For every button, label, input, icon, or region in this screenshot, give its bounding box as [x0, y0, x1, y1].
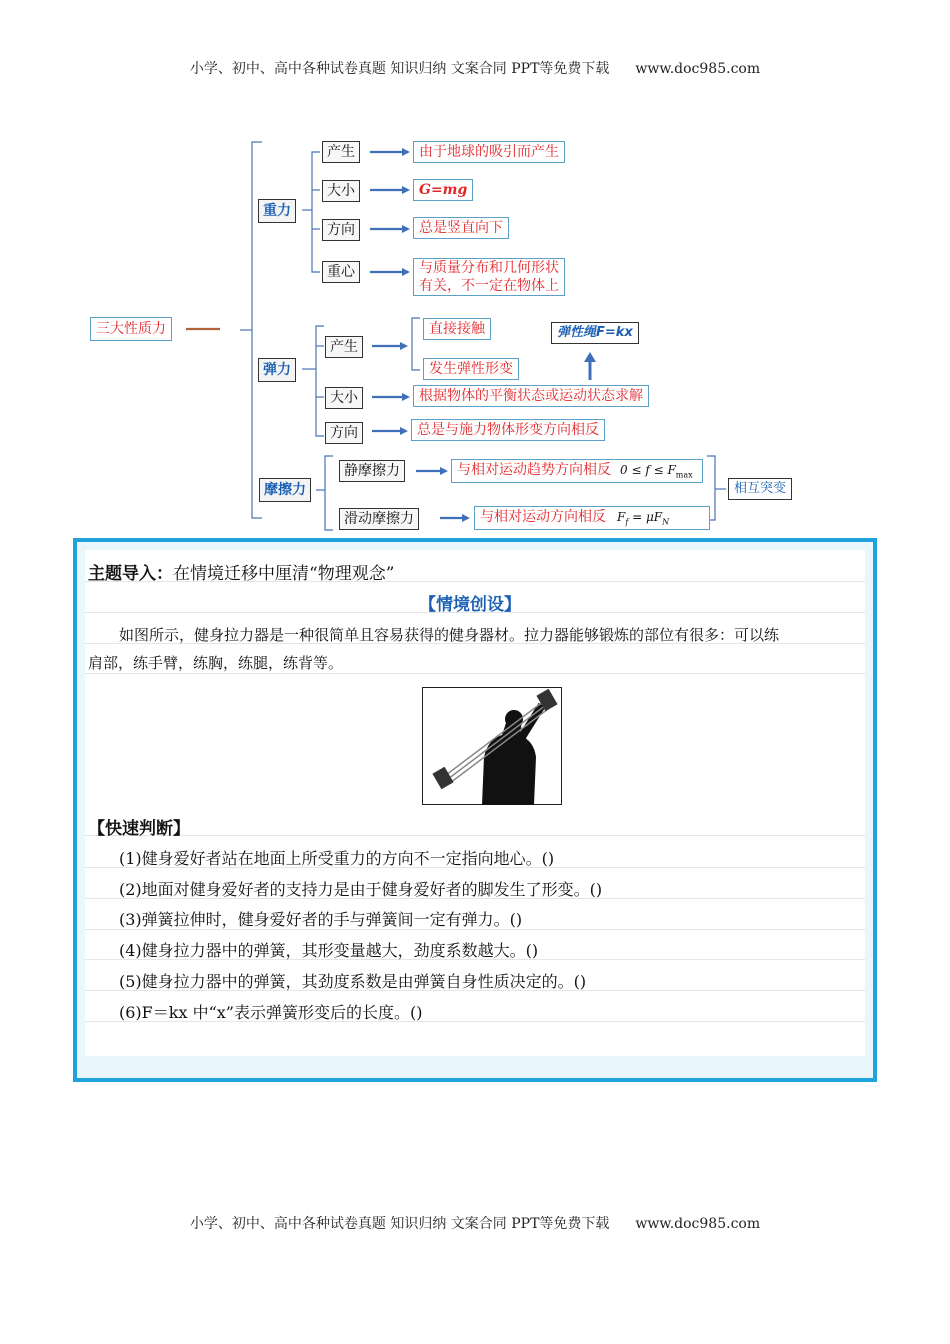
friction-static-text: 与相对运动趋势方向相反	[457, 462, 611, 478]
elastic-direction-value: 总是与施力物体形变方向相反	[411, 419, 605, 441]
gravity-size-value: G=mg	[413, 179, 473, 201]
topic-title: 在情境迁移中厘清“物理观念”	[173, 564, 395, 584]
elastic-node: 弹力	[258, 358, 296, 382]
friction-sliding-text: 与相对运动方向相反	[480, 509, 606, 525]
judgement-6: (6)F＝kx 中“x”表示弹簧形变后的长度。()	[119, 1003, 423, 1022]
page-footer	[0, 1213, 950, 1233]
header-text: 小学、初中、高中各种试卷真题 知识归纳 文案合同 PPT等免费下载	[189, 61, 610, 77]
scenario-line-2: 肩部，练手臂，练胸，练腿，练背等。	[88, 654, 344, 672]
gravity-center-key: 重心	[322, 261, 360, 283]
fitness-expander-photo	[422, 687, 562, 805]
gravity-direction-value: 总是竖直向下	[413, 217, 509, 239]
topic-title-row	[88, 559, 394, 584]
friction-sliding-formula: $F_f = \mu F_N$	[617, 510, 670, 527]
friction-sliding-value	[474, 506, 710, 530]
elastic-size-key: 大小	[325, 387, 363, 409]
friction-static-key: 静摩擦力	[339, 460, 405, 482]
gravity-produce-key: 产生	[322, 141, 360, 163]
judge-heading: 【快速判断】	[88, 819, 190, 839]
topic-label: 主题导入：	[88, 564, 173, 584]
elastic-spring-note: 弹性绳F=kx	[551, 322, 639, 344]
friction-sliding-key: 滑动摩擦力	[339, 508, 419, 530]
scenario-line-1: 如图所示，健身拉力器是一种很简单且容易获得的健身器材。拉力器能够锻炼的部位有很多：可以练	[119, 626, 780, 644]
elastic-produce-contact: 直接接触	[423, 318, 491, 340]
header-site: www.doc985.com	[635, 61, 761, 77]
elastic-size-value: 根据物体的平衡状态或运动状态求解	[413, 385, 649, 407]
judgement-3: (3)弹簧拉伸时，健身爱好者的手与弹簧间一定有弹力。()	[119, 910, 523, 929]
topic-panel-inner	[85, 550, 865, 1056]
footer-site: www.doc985.com	[635, 1216, 761, 1232]
judgement-4: (4)健身拉力器中的弹簧，其形变量越大，劲度系数越大。()	[119, 941, 539, 960]
gravity-produce-value: 由于地球的吸引而产生	[413, 141, 565, 163]
elastic-direction-key: 方向	[325, 422, 363, 444]
judgement-1: (1)健身爱好者站在地面上所受重力的方向不一定指向地心。()	[119, 849, 555, 868]
friction-node: 摩擦力	[259, 478, 311, 502]
elastic-produce-deformation: 发生弹性形变	[423, 358, 519, 380]
gravity-size-key: 大小	[322, 180, 360, 202]
judgement-5: (5)健身拉力器中的弹簧，其劲度系数是由弹簧自身性质决定的。()	[119, 972, 587, 991]
elastic-produce-key: 产生	[325, 336, 363, 358]
gravity-center-line1: 与质量分布和几何形状	[419, 260, 559, 276]
gravity-center-value	[413, 258, 565, 296]
judgement-2: (2)地面对健身爱好者的支持力是由于健身爱好者的脚发生了形变。()	[119, 880, 603, 899]
gravity-node: 重力	[258, 199, 296, 223]
gravity-direction-key: 方向	[322, 219, 360, 241]
friction-static-formula: $0 \le f \le F_{max}$	[620, 463, 693, 480]
footer-text: 小学、初中、高中各种试卷真题 知识归纳 文案合同 PPT等免费下载	[189, 1216, 610, 1232]
gravity-center-line2: 有关，不一定在物体上	[419, 278, 559, 294]
root-node: 三大性质力	[90, 317, 172, 341]
topic-panel	[73, 538, 877, 1082]
friction-mutual-node: 相互突变	[728, 478, 792, 500]
scenario-heading: 【情境创设】	[419, 595, 521, 615]
